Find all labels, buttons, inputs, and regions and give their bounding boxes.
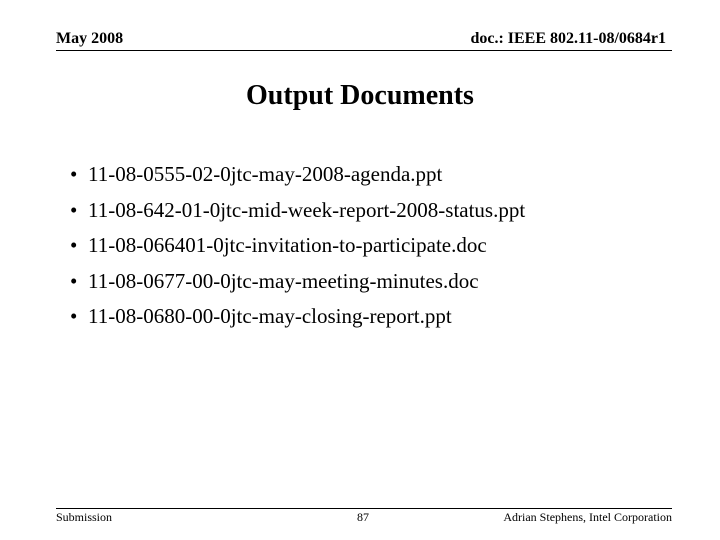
list-item <box>70 162 525 198</box>
document-filename: 11-08-0555-02-0jtc-may-2008-agenda.ppt <box>88 162 443 186</box>
footer-submission: Submission <box>56 510 113 524</box>
slide-title: Output Documents <box>246 80 474 111</box>
document-filename: 11-08-642-01-0jtc-mid-week-report-2008-status.ppt <box>88 197 526 222</box>
bullet-icon: • <box>70 162 78 186</box>
document-filename: 11-08-066401-0jtc-invitation-to-participate.doc <box>88 233 487 257</box>
bullet-icon: • <box>70 268 78 293</box>
bullet-icon: • <box>70 304 78 328</box>
header-divider <box>56 50 672 51</box>
footer-page-number: 87 <box>357 510 369 524</box>
bullet-icon: • <box>70 233 78 257</box>
document-list <box>70 162 525 340</box>
document-filename: 11-08-0680-00-0jtc-may-closing-report.ppt <box>88 304 452 328</box>
list-item <box>70 269 525 305</box>
list-item <box>70 233 525 269</box>
header-doc-id: doc.: IEEE 802.11-08/0684r1 <box>470 30 666 47</box>
header-date: May 2008 <box>56 30 124 47</box>
list-item <box>70 198 525 234</box>
bullet-icon: • <box>70 197 78 222</box>
footer-author: Adrian Stephens, Intel Corporation <box>503 510 672 524</box>
document-filename: 11-08-0677-00-0jtc-may-meeting-minutes.doc <box>88 268 479 293</box>
list-item <box>70 304 525 340</box>
footer-divider <box>56 508 672 509</box>
